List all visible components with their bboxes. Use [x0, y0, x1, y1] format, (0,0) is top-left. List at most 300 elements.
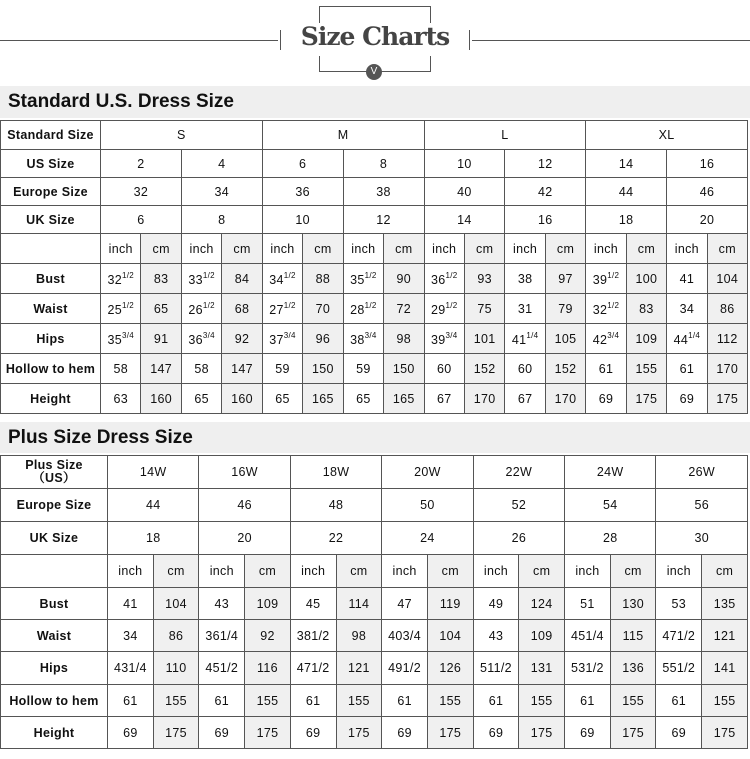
value-whole: 26: [188, 302, 203, 317]
row-label-text: Plus Size: [25, 458, 83, 472]
size-cell: 2: [101, 150, 182, 178]
size-cell: 26W: [656, 456, 748, 489]
plus-size-table: [0, 455, 748, 749]
value-cell: 61: [108, 685, 154, 717]
row-label: Hips: [1, 652, 108, 685]
value-cell: 34: [108, 620, 154, 652]
size-cell: 26: [473, 522, 564, 555]
value-whole: 37: [269, 332, 284, 347]
value-cell: 155: [519, 685, 565, 717]
unit-cell: cm: [702, 555, 748, 588]
value-cell: 511/2: [473, 652, 519, 685]
value-cell: 104: [153, 588, 199, 620]
value-cell: 175: [336, 717, 382, 749]
uk-row: [1, 206, 748, 234]
value-cell: 451/2: [199, 652, 245, 685]
value-cell: 65: [141, 294, 181, 324]
value-whole: 32: [107, 272, 122, 287]
unit-cell: cm: [384, 234, 424, 264]
measurement-row: [1, 294, 748, 324]
value-cell: 116: [245, 652, 291, 685]
value-cell: [262, 294, 302, 324]
value-cell: 155: [153, 685, 199, 717]
measurement-row: [1, 620, 748, 652]
size-cell: 30: [656, 522, 748, 555]
size-cell: 22: [290, 522, 381, 555]
value-cell: 150: [384, 354, 424, 384]
size-cell: 42: [505, 178, 586, 206]
row-label-text: Europe Size: [13, 184, 88, 199]
value-fraction: 3/4: [445, 330, 458, 340]
value-cell: 175: [702, 717, 748, 749]
size-row: [1, 456, 748, 489]
unit-cell: cm: [545, 234, 585, 264]
size-cell: 12: [505, 150, 586, 178]
value-cell: [181, 264, 221, 294]
value-whole: 44: [673, 332, 689, 347]
unit-cell: inch: [382, 555, 428, 588]
size-cell: 18: [586, 206, 667, 234]
value-cell: 69: [108, 717, 154, 749]
value-cell: 61: [382, 685, 428, 717]
value-fraction: 1/2: [364, 270, 377, 280]
value-cell: 69: [199, 717, 245, 749]
value-whole: 33: [188, 272, 203, 287]
value-cell: 471/2: [656, 620, 702, 652]
value-whole: 39: [592, 272, 608, 287]
measurement-row: [1, 354, 748, 384]
value-cell: 141: [702, 652, 748, 685]
value-cell: 41: [667, 264, 707, 294]
value-cell: 155: [626, 354, 666, 384]
row-label: Hips: [1, 324, 101, 354]
value-cell: 98: [384, 324, 424, 354]
value-cell: 471/2: [290, 652, 336, 685]
value-cell: 124: [519, 588, 565, 620]
size-cell: 40: [424, 178, 505, 206]
value-fraction: 1/2: [202, 300, 215, 310]
unit-cell: inch: [199, 555, 245, 588]
value-cell: 91: [141, 324, 181, 354]
value-cell: 104: [427, 620, 473, 652]
uk-row: [1, 522, 748, 555]
value-cell: 175: [427, 717, 473, 749]
row-label-text: UK Size: [26, 212, 75, 227]
value-cell: [343, 294, 383, 324]
value-cell: 65: [343, 384, 383, 414]
unit-cell: inch: [586, 234, 626, 264]
value-fraction: 1/4: [526, 330, 539, 340]
divider-right: [472, 40, 750, 41]
size-cell: 20: [199, 522, 290, 555]
value-whole: 28: [350, 302, 365, 317]
size-cell: 18: [108, 522, 199, 555]
value-cell: [586, 324, 626, 354]
value-cell: [424, 264, 464, 294]
size-cell: 18W: [290, 456, 381, 489]
value-cell: 175: [519, 717, 565, 749]
size-cell: 10: [424, 150, 505, 178]
value-cell: 59: [262, 354, 302, 384]
size-cell: M: [262, 121, 424, 150]
value-fraction: 1/2: [202, 270, 215, 280]
value-whole: 36: [430, 272, 446, 287]
value-cell: 69: [586, 384, 626, 414]
value-cell: 175: [153, 717, 199, 749]
row-label: Height: [1, 384, 101, 414]
unit-row: [1, 234, 748, 264]
value-cell: 431/4: [108, 652, 154, 685]
size-row: [1, 121, 748, 150]
value-fraction: 1/2: [607, 300, 620, 310]
size-cell: 46: [199, 489, 290, 522]
value-cell: 115: [610, 620, 656, 652]
value-cell: [667, 324, 707, 354]
divider-left: [0, 40, 278, 41]
unit-cell: inch: [473, 555, 519, 588]
row-label: Waist: [1, 620, 108, 652]
value-cell: 93: [464, 264, 504, 294]
size-cell: 28: [565, 522, 656, 555]
value-cell: 551/2: [656, 652, 702, 685]
size-cell: 36: [262, 178, 343, 206]
size-cell: 20W: [382, 456, 473, 489]
value-cell: 58: [181, 354, 221, 384]
standard-section-title: Standard U.S. Dress Size: [0, 86, 750, 118]
measurement-row: [1, 717, 748, 749]
unit-cell: cm: [245, 555, 291, 588]
size-cell: 4: [181, 150, 262, 178]
size-cell: 14W: [108, 456, 199, 489]
chevron-down-icon: V: [366, 64, 382, 80]
value-cell: [262, 264, 302, 294]
value-cell: 126: [427, 652, 473, 685]
value-cell: 79: [545, 294, 585, 324]
row-label: Bust: [1, 264, 101, 294]
value-whole: 25: [107, 302, 122, 317]
value-cell: 160: [141, 384, 181, 414]
value-cell: 403/4: [382, 620, 428, 652]
row-label-text: US Size: [26, 156, 75, 171]
value-whole: 32: [592, 302, 608, 317]
size-cell: 24: [382, 522, 473, 555]
value-fraction: 3/4: [121, 330, 134, 340]
unit-cell: inch: [262, 234, 302, 264]
value-cell: 170: [707, 354, 747, 384]
value-cell: 155: [702, 685, 748, 717]
value-fraction: 1/2: [445, 300, 458, 310]
size-cell: 8: [343, 150, 424, 178]
title-frame-top: [319, 6, 431, 23]
value-cell: 83: [141, 264, 181, 294]
value-cell: 165: [303, 384, 343, 414]
unit-cell: inch: [667, 234, 707, 264]
size-cell: 24W: [565, 456, 656, 489]
value-cell: 160: [222, 384, 262, 414]
unit-row: [1, 555, 748, 588]
value-cell: 175: [245, 717, 291, 749]
value-cell: 60: [505, 354, 545, 384]
row-label: [1, 150, 101, 178]
value-fraction: 3/4: [283, 330, 296, 340]
value-cell: 47: [382, 588, 428, 620]
row-label-text: Standard Size: [7, 128, 94, 142]
unit-cell: inch: [101, 234, 141, 264]
value-whole: 27: [269, 302, 284, 317]
row-label: Hollow to hem: [1, 685, 108, 717]
value-cell: 90: [384, 264, 424, 294]
value-cell: 69: [290, 717, 336, 749]
unit-cell: cm: [626, 234, 666, 264]
value-whole: 38: [350, 332, 365, 347]
size-cell: 20: [667, 206, 748, 234]
value-fraction: 3/4: [202, 330, 215, 340]
value-cell: [424, 324, 464, 354]
unit-cell: cm: [303, 234, 343, 264]
value-cell: 38: [505, 264, 545, 294]
size-cell: L: [424, 121, 586, 150]
value-cell: [101, 264, 141, 294]
row-label: Hollow to hem: [1, 354, 101, 384]
size-cell: 6: [101, 206, 182, 234]
value-cell: 109: [519, 620, 565, 652]
value-cell: 136: [610, 652, 656, 685]
value-cell: 109: [245, 588, 291, 620]
page-title: Size Charts: [300, 22, 450, 51]
value-cell: 381/2: [290, 620, 336, 652]
value-cell: 67: [505, 384, 545, 414]
value-cell: 70: [303, 294, 343, 324]
size-cell: 16: [667, 150, 748, 178]
value-cell: 175: [610, 717, 656, 749]
measurement-row: [1, 264, 748, 294]
value-cell: 61: [667, 354, 707, 384]
size-cell: 44: [108, 489, 199, 522]
us-row: [1, 150, 748, 178]
size-cell: 10: [262, 206, 343, 234]
value-cell: 131: [519, 652, 565, 685]
value-cell: 69: [473, 717, 519, 749]
size-cell: 52: [473, 489, 564, 522]
value-fraction: 3/4: [364, 330, 377, 340]
value-cell: 68: [222, 294, 262, 324]
value-cell: 100: [626, 264, 666, 294]
value-whole: 34: [269, 272, 284, 287]
value-cell: 114: [336, 588, 382, 620]
empty-cell: [1, 555, 108, 588]
europe-row: [1, 489, 748, 522]
row-label: Height: [1, 717, 108, 749]
value-whole: 35: [350, 272, 365, 287]
value-whole: 29: [430, 302, 446, 317]
row-label: [1, 178, 101, 206]
unit-cell: cm: [464, 234, 504, 264]
value-cell: 69: [667, 384, 707, 414]
value-cell: [343, 324, 383, 354]
value-cell: 105: [545, 324, 585, 354]
value-fraction: 1/2: [283, 300, 296, 310]
value-cell: 61: [199, 685, 245, 717]
unit-cell: cm: [427, 555, 473, 588]
value-cell: 175: [707, 384, 747, 414]
value-cell: [262, 324, 302, 354]
value-cell: [586, 294, 626, 324]
value-cell: 60: [424, 354, 464, 384]
value-cell: 150: [303, 354, 343, 384]
value-cell: 97: [545, 264, 585, 294]
value-cell: 175: [626, 384, 666, 414]
value-cell: 61: [586, 354, 626, 384]
unit-cell: inch: [505, 234, 545, 264]
value-fraction: 3/4: [607, 330, 620, 340]
unit-cell: inch: [290, 555, 336, 588]
size-cell: 16: [505, 206, 586, 234]
size-cell: 16W: [199, 456, 290, 489]
unit-cell: cm: [336, 555, 382, 588]
value-cell: 155: [336, 685, 382, 717]
size-cell: 54: [565, 489, 656, 522]
row-label: [1, 522, 108, 555]
value-cell: 152: [464, 354, 504, 384]
value-cell: 170: [464, 384, 504, 414]
value-fraction: 1/4: [688, 330, 701, 340]
value-cell: 63: [101, 384, 141, 414]
value-cell: 147: [141, 354, 181, 384]
value-cell: 65: [181, 384, 221, 414]
value-cell: [101, 324, 141, 354]
value-cell: 96: [303, 324, 343, 354]
value-fraction: 1/2: [445, 270, 458, 280]
value-cell: 104: [707, 264, 747, 294]
row-label-sub: （US）: [32, 471, 76, 485]
value-whole: 42: [592, 332, 608, 347]
unit-cell: inch: [656, 555, 702, 588]
value-cell: 69: [656, 717, 702, 749]
row-label: [1, 489, 108, 522]
size-cell: XL: [586, 121, 748, 150]
value-cell: 69: [565, 717, 611, 749]
size-cell: 14: [586, 150, 667, 178]
value-cell: 147: [222, 354, 262, 384]
value-cell: 58: [101, 354, 141, 384]
row-label: Waist: [1, 294, 101, 324]
value-cell: 41: [108, 588, 154, 620]
value-cell: 61: [473, 685, 519, 717]
value-cell: 45: [290, 588, 336, 620]
value-cell: 49: [473, 588, 519, 620]
value-cell: 69: [382, 717, 428, 749]
value-cell: 61: [290, 685, 336, 717]
value-cell: 155: [610, 685, 656, 717]
value-cell: 130: [610, 588, 656, 620]
value-cell: 84: [222, 264, 262, 294]
value-cell: 121: [336, 652, 382, 685]
value-cell: 86: [153, 620, 199, 652]
value-cell: 165: [384, 384, 424, 414]
value-cell: 53: [656, 588, 702, 620]
value-cell: 155: [427, 685, 473, 717]
size-cell: 14: [424, 206, 505, 234]
value-cell: 155: [245, 685, 291, 717]
value-cell: 31: [505, 294, 545, 324]
value-cell: 491/2: [382, 652, 428, 685]
unit-cell: inch: [565, 555, 611, 588]
value-cell: 92: [245, 620, 291, 652]
value-cell: [586, 264, 626, 294]
measurement-row: [1, 685, 748, 717]
value-cell: 531/2: [565, 652, 611, 685]
value-whole: 36: [188, 332, 203, 347]
value-cell: 75: [464, 294, 504, 324]
size-cell: 6: [262, 150, 343, 178]
value-fraction: 1/2: [364, 300, 377, 310]
size-cell: S: [101, 121, 263, 150]
value-fraction: 1/2: [121, 270, 134, 280]
value-cell: 92: [222, 324, 262, 354]
measurement-row: [1, 324, 748, 354]
unit-cell: cm: [141, 234, 181, 264]
plus-section-title: Plus Size Dress Size: [0, 422, 750, 453]
value-cell: [343, 264, 383, 294]
value-cell: [101, 294, 141, 324]
value-fraction: 1/2: [607, 270, 620, 280]
unit-cell: inch: [424, 234, 464, 264]
size-cell: 48: [290, 489, 381, 522]
size-cell: 56: [656, 489, 748, 522]
value-cell: 361/4: [199, 620, 245, 652]
value-cell: 67: [424, 384, 464, 414]
value-cell: 109: [626, 324, 666, 354]
value-cell: [505, 324, 545, 354]
value-cell: 83: [626, 294, 666, 324]
row-label: [1, 456, 108, 489]
value-cell: 51: [565, 588, 611, 620]
size-cell: 32: [101, 178, 182, 206]
unit-cell: cm: [153, 555, 199, 588]
value-cell: 88: [303, 264, 343, 294]
unit-cell: inch: [181, 234, 221, 264]
measurement-row: [1, 384, 748, 414]
unit-cell: cm: [610, 555, 656, 588]
size-cell: 44: [586, 178, 667, 206]
row-label: Bust: [1, 588, 108, 620]
value-cell: 170: [545, 384, 585, 414]
unit-cell: inch: [108, 555, 154, 588]
measurement-row: [1, 652, 748, 685]
size-cell: 50: [382, 489, 473, 522]
value-cell: [181, 324, 221, 354]
row-label-text: Europe Size: [16, 498, 92, 512]
size-cell: 12: [343, 206, 424, 234]
value-fraction: 1/2: [283, 270, 296, 280]
value-cell: 110: [153, 652, 199, 685]
row-label: [1, 206, 101, 234]
row-label: [1, 121, 101, 150]
value-cell: 61: [656, 685, 702, 717]
value-whole: 35: [107, 332, 122, 347]
unit-cell: cm: [222, 234, 262, 264]
unit-cell: cm: [519, 555, 565, 588]
size-cell: 34: [181, 178, 262, 206]
value-cell: 65: [262, 384, 302, 414]
value-cell: 451/4: [565, 620, 611, 652]
value-cell: 43: [473, 620, 519, 652]
value-whole: 39: [430, 332, 446, 347]
measurement-row: [1, 588, 748, 620]
empty-cell: [1, 234, 101, 264]
value-cell: 72: [384, 294, 424, 324]
value-cell: 119: [427, 588, 473, 620]
